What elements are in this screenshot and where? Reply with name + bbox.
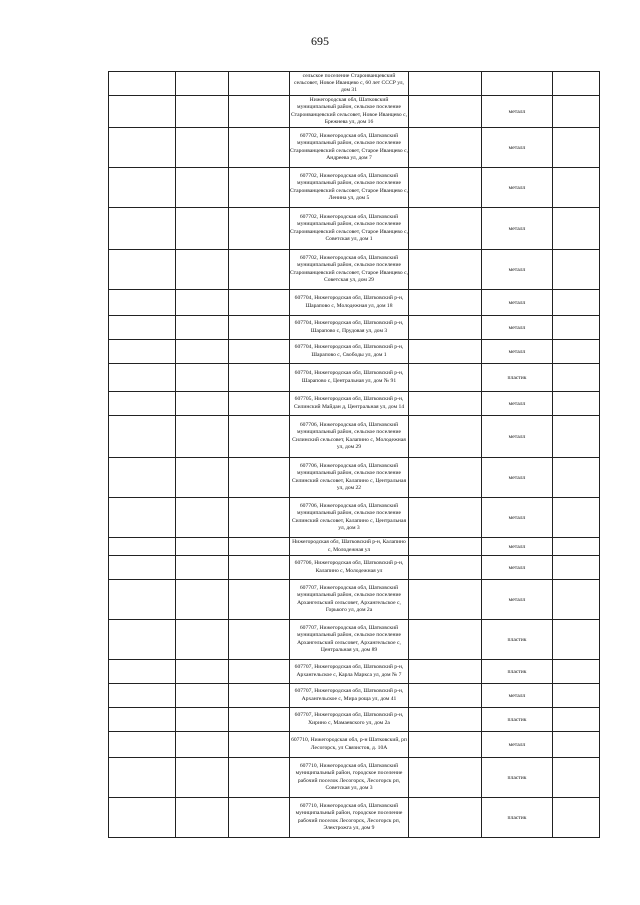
registry-table [108,71,600,838]
empty-cell [553,316,600,340]
empty-cell [409,96,482,128]
empty-cell [553,364,600,392]
table-row [109,458,600,498]
empty-cell [409,128,482,168]
address-cell: 607705, Нижегородская обл, Шатковский р-н, Силинский Майдан д, Центральная ул, дом 14 [290,392,409,416]
table-row [109,416,600,458]
empty-cell [553,250,600,290]
empty-cell [409,684,482,708]
address-cell: 607707, Нижегородская обл, Шатковский р-н, Хирино с, Мамаевского ул, дом 2а [290,708,409,732]
empty-cell [409,732,482,758]
material-cell: металл [482,208,553,250]
empty-cell [229,708,290,732]
empty-cell [409,708,482,732]
empty-cell [229,340,290,364]
address-cell: Нижегородская обл, Шатковский р-н, Калапино с, Молодежная ул [290,538,409,556]
empty-cell [109,128,176,168]
empty-cell [109,340,176,364]
empty-cell [109,798,176,838]
empty-cell [176,758,229,798]
address-cell: 607706, Нижегородская обл, Шатковский муниципальный район, сельское поселение Силинский сельсовет, Калапино с, Центральная ул, дом 3 [290,498,409,538]
empty-cell [553,416,600,458]
empty-cell [409,72,482,96]
empty-cell [553,96,600,128]
table-row [109,340,600,364]
empty-cell [176,660,229,684]
empty-cell [109,660,176,684]
empty-cell [229,458,290,498]
empty-cell [109,580,176,620]
empty-cell [229,364,290,392]
address-cell: 607702, Нижегородская обл, Шатковский муниципальный район, сельское поселение Староиванцевский сельсовет, Старое Иванцево с, Советская ул, дом 1 [290,208,409,250]
material-cell: металл [482,580,553,620]
table-row [109,208,600,250]
empty-cell [553,392,600,416]
empty-cell [176,798,229,838]
empty-cell [176,458,229,498]
empty-cell [176,498,229,538]
table-row [109,168,600,208]
table-row [109,660,600,684]
empty-cell [176,538,229,556]
material-cell: металл [482,340,553,364]
empty-cell [229,580,290,620]
table-row [109,250,600,290]
empty-cell [109,758,176,798]
empty-cell [409,620,482,660]
empty-cell [176,168,229,208]
empty-cell [553,660,600,684]
table-row [109,96,600,128]
empty-cell [176,96,229,128]
empty-cell [176,392,229,416]
empty-cell [409,290,482,316]
empty-cell [176,620,229,660]
empty-cell [229,392,290,416]
empty-cell [176,580,229,620]
empty-cell [229,316,290,340]
table-row [109,798,600,838]
empty-cell [176,128,229,168]
empty-cell [176,556,229,580]
empty-cell [109,620,176,660]
table-row [109,708,600,732]
material-cell: пластик [482,660,553,684]
empty-cell [109,416,176,458]
empty-cell [176,250,229,290]
material-cell: металл [482,250,553,290]
empty-cell [229,96,290,128]
material-cell: пластик [482,364,553,392]
empty-cell [109,498,176,538]
material-cell: металл [482,458,553,498]
empty-cell [553,128,600,168]
empty-cell [109,684,176,708]
empty-cell [109,732,176,758]
empty-cell [229,538,290,556]
table-row [109,620,600,660]
empty-cell [553,498,600,538]
address-cell: 607710, Нижегородская обл, Шатковский муниципальный район, городское поселение рабочий поселок Лесогорск, Лесогорск рп, Электрожга ул, дом 9 [290,798,409,838]
empty-cell [409,208,482,250]
material-cell: металл [482,732,553,758]
empty-cell [109,316,176,340]
empty-cell [409,660,482,684]
empty-cell [553,580,600,620]
table-row [109,72,600,96]
empty-cell [176,208,229,250]
address-cell: 607710, Нижегородская обл, р-н Шатковский, рп Лесогорск, ул Связистов, д. 10А [290,732,409,758]
table-row [109,684,600,708]
address-cell: 607704, Нижегородская обл, Шатковский р-н, Шарапово с, Центральная ул, дом № 91 [290,364,409,392]
empty-cell [229,556,290,580]
empty-cell [176,684,229,708]
empty-cell [409,498,482,538]
empty-cell [109,538,176,556]
empty-cell [553,758,600,798]
material-cell: металл [482,556,553,580]
empty-cell [176,290,229,316]
material-cell: металл [482,538,553,556]
empty-cell [109,72,176,96]
empty-cell [176,416,229,458]
material-cell: пластик [482,758,553,798]
material-cell: металл [482,290,553,316]
address-cell: 607702, Нижегородская обл, Шатковский муниципальный район, сельское поселение Староиванцевский сельсовет, Старое Иванцево с, Советская ул, дом 29 [290,250,409,290]
table-row [109,128,600,168]
empty-cell [109,458,176,498]
empty-cell [409,340,482,364]
empty-cell [109,392,176,416]
empty-cell [553,708,600,732]
page-number: 695 [311,34,329,48]
empty-cell [229,758,290,798]
empty-cell [409,316,482,340]
material-cell: металл [482,498,553,538]
table-row [109,732,600,758]
empty-cell [109,708,176,732]
table-row [109,538,600,556]
empty-cell [553,208,600,250]
empty-cell [109,208,176,250]
empty-cell [176,316,229,340]
table-row [109,580,600,620]
empty-cell [409,538,482,556]
empty-cell [109,168,176,208]
material-cell: металл [482,684,553,708]
address-cell: 607706, Нижегородская обл, Шатковский муниципальный район, сельское поселение Силинский сельсовет, Калапино с, Центральная ул, дом 22 [290,458,409,498]
empty-cell [229,208,290,250]
material-cell: металл [482,128,553,168]
address-cell: 607707, Нижегородская обл, Шатковский р-н, Архангельское с, Мира роща ул, дом 41 [290,684,409,708]
address-cell: 607706, Нижегородская обл, Шатковский муниципальный район, сельское поселение Силинский сельсовет, Калапино с, Молодежная ул, дом 29 [290,416,409,458]
address-cell: 607702, Нижегородская обл, Шатковский муниципальный район, сельское поселение Староиванцевский сельсовет, Старое Иванцево с, Ленина ул, дом 5 [290,168,409,208]
material-cell: металл [482,416,553,458]
address-cell: 607704, Нижегородская обл, Шатковский р-н, Шарапово с, Свободы ул, дом 1 [290,340,409,364]
table-row [109,758,600,798]
empty-cell [176,72,229,96]
empty-cell [553,732,600,758]
address-cell: 607702, Нижегородская обл, Шатковский муниципальный район, сельское поселение Староиванцевский сельсовет, Старое Иванцево с, Андреева ул, дом 7 [290,128,409,168]
empty-cell [409,798,482,838]
empty-cell [176,708,229,732]
table-row [109,498,600,538]
empty-cell [176,364,229,392]
empty-cell [409,758,482,798]
empty-cell [229,168,290,208]
empty-cell [229,732,290,758]
empty-cell [409,168,482,208]
empty-cell [109,556,176,580]
table-row [109,290,600,316]
material-cell: металл [482,96,553,128]
table-row [109,316,600,340]
empty-cell [229,620,290,660]
table-row [109,364,600,392]
empty-cell [553,168,600,208]
empty-cell [229,250,290,290]
table-row [109,556,600,580]
empty-cell [109,96,176,128]
empty-cell [229,498,290,538]
empty-cell [109,250,176,290]
empty-cell [409,392,482,416]
empty-cell [229,660,290,684]
material-cell: пластик [482,620,553,660]
empty-cell [553,684,600,708]
address-cell: 607706, Нижегородская обл, Шатковский р-н, Калапино с, Молодежная ул [290,556,409,580]
material-cell: пластик [482,708,553,732]
material-cell: металл [482,392,553,416]
empty-cell [229,798,290,838]
empty-cell [553,538,600,556]
address-cell: 607710, Нижегородская обл, Шатковский муниципальный район, городское поселение рабочий поселок Лесогорск, Лесогорск рп, Советская ул, дом 3 [290,758,409,798]
material-cell: пластик [482,798,553,838]
address-cell: 607704, Нижегородская обл, Шатковский р-н, Шарапово с, Молодежная ул, дом 18 [290,290,409,316]
address-cell: сельское поселение Староиванцевский сельсовет, Новое Иванцево с, 60 лет СССР ул, дом 31 [290,72,409,96]
empty-cell [176,732,229,758]
empty-cell [409,458,482,498]
empty-cell [553,340,600,364]
empty-cell [553,798,600,838]
address-cell: 607707, Нижегородская обл, Шатковский муниципальный район, сельское поселение Архангельский сельсовет, Архангельское с, Горького ул, дом 2а [290,580,409,620]
address-cell: 607704, Нижегородская обл, Шатковский р-н, Шарапово с, Прудовая ул, дом 3 [290,316,409,340]
table-row [109,392,600,416]
empty-cell [109,290,176,316]
empty-cell [553,620,600,660]
empty-cell [409,416,482,458]
empty-cell [229,72,290,96]
empty-cell [176,340,229,364]
material-cell [482,72,553,96]
empty-cell [409,364,482,392]
empty-cell [409,580,482,620]
address-cell: 607707, Нижегородская обл, Шатковский р-н, Архангельское с, Карла Маркса ул, дом № 7 [290,660,409,684]
empty-cell [109,364,176,392]
address-cell: 607707, Нижегородская обл, Шатковский муниципальный район, сельское поселение Архангельский сельсовет, Архангельское с, Центральная ул, дом 89 [290,620,409,660]
empty-cell [229,128,290,168]
empty-cell [553,72,600,96]
empty-cell [409,250,482,290]
empty-cell [229,290,290,316]
material-cell: металл [482,168,553,208]
empty-cell [553,458,600,498]
address-cell: Нижегородская обл, Шатковский муниципальный район, сельское поселение Староиванцевский сельсовет, Новое Иванцево с, Брежнева ул, дом 16 [290,96,409,128]
material-cell: металл [482,316,553,340]
empty-cell [229,416,290,458]
empty-cell [409,556,482,580]
empty-cell [553,556,600,580]
empty-cell [229,684,290,708]
empty-cell [553,290,600,316]
